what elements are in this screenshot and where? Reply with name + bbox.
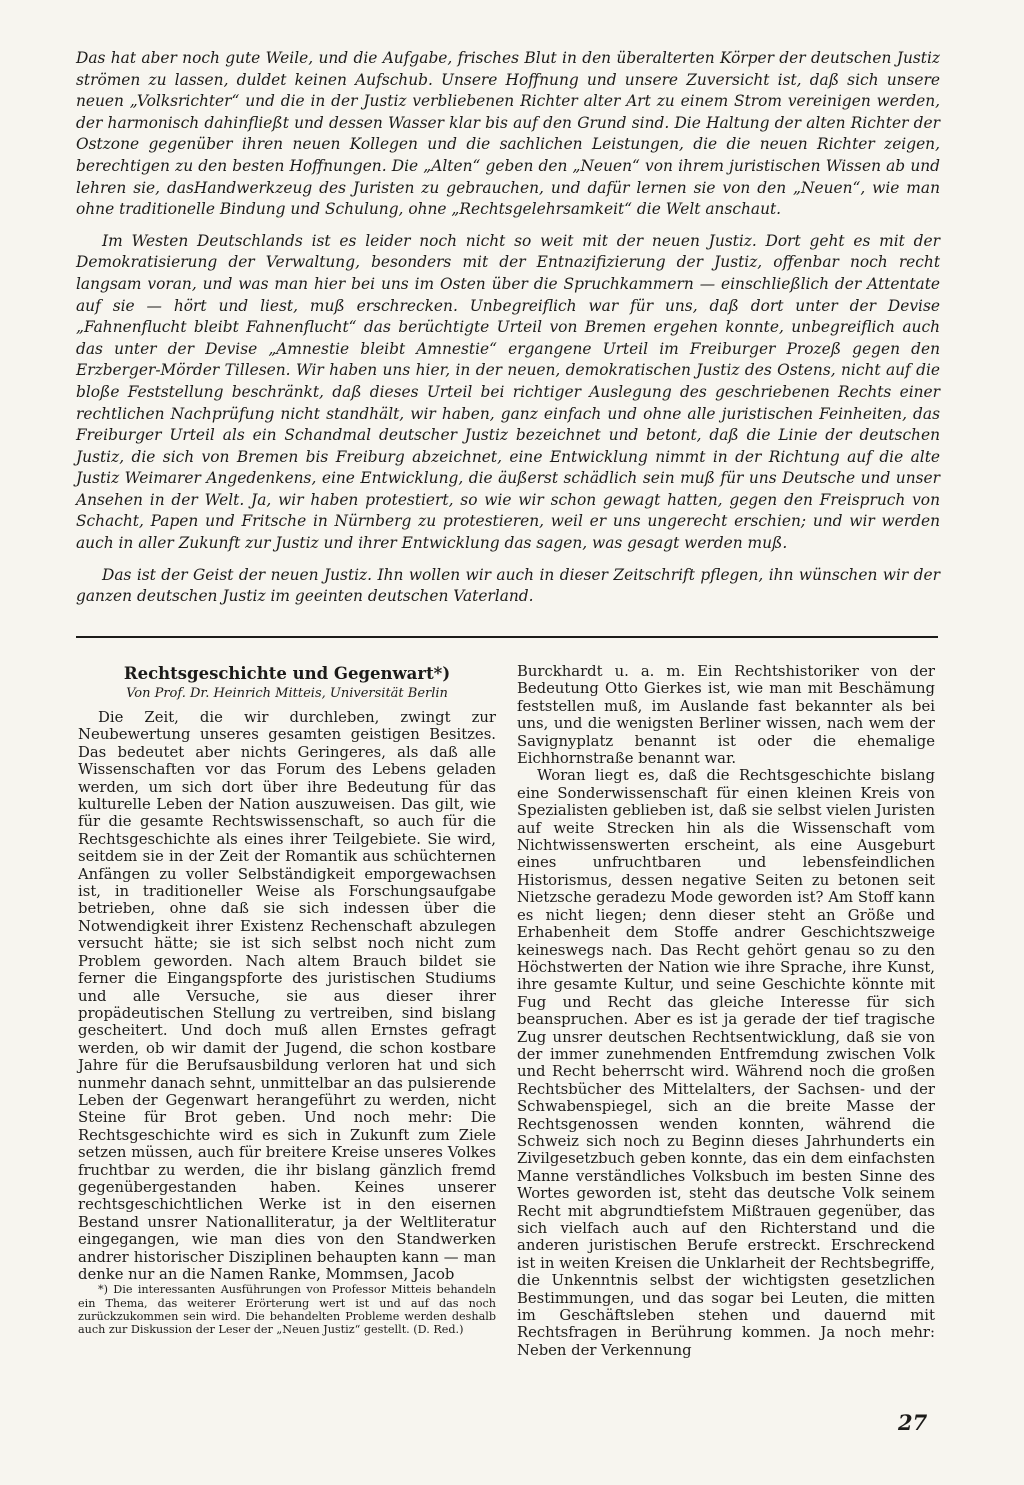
editorial-footnote: *) Die interessanten Ausführungen von Professor Mitteis behandeln ein Thema, das weiterer Erörterung wert ist und auf das noch zurückzukommen sein wird. Die behandelten Probleme werden deshalb auch zur Diskussion der Leser der „Neuen Justiz“ gestellt. (D. Red.) (78, 1283, 496, 1337)
article-left-column (78, 663, 496, 1336)
article-left-body (78, 709, 496, 1283)
article-byline: Von Prof. Dr. Heinrich Mitteis, Universität Berlin (126, 686, 448, 701)
intro-text (76, 48, 940, 618)
intro-paragraph-1: Das hat aber noch gute Weile, und die Aufgabe, frisches Blut in den überalterten Körper der deutschen Justiz strömen zu lassen, duldet keinen Aufschub. Unsere Hoffnung und unsere Zuversicht ist, daß sich unsere neuen „Volksrichter“ und die in der Justiz verbliebenen Richter alter Art zu einem Strom vereinigen werden, der harmonisch dahinfließt und dessen Wasser klar bis auf den Grund sind. Die Haltung der alten Richter der Ostzone gegenüber ihren neuen Kollegen und die sachlichen Leistungen, die die neuen Richter zeigen, berechtigen zu den besten Hoffnungen. Die „Alten“ geben den „Neuen“ von ihrem juristischen Wissen ab und lehren sie, dasHandwerkzeug des Juristen zu gebrauchen, und dafür lernen sie von den „Neuen“, wie man ohne traditionelle Bindung und Schulung, ohne „Rechtsgelehrsamkeit“ die Welt anschaut. (76, 49, 940, 219)
article-paragraph: Die Zeit, die wir durchleben, zwingt zur Neubewertung unseres gesamten geistigen Besitzes. Das bedeutet aber nichts Geringeres, als daß alle Wissenschaften vor das Forum des Lebens geladen werden, um sich dort über ihre Bedeutung für das kulturelle Leben der Nation auszuweisen. Das gilt, wie für die gesamte Rechtswissenschaft, so auch für die Rechtsgeschichte als eines ihrer Teilgebiete. Sie wird, seitdem sie in der Zeit der Romantik aus schüchternen Anfängen zu voller Selbständigkeit emporgewachsen ist, in traditioneller Weise als Forschungsaufgabe betrieben, ohne daß sie sich indessen über die Notwendigkeit ihrer Existenz Rechenschaft abzulegen versucht hätte; sie ist sich selbst noch nicht zum Problem geworden. Nach altem Brauch bildet sie ferner die Eingangspforte des juristischen Studiums und alle Versuche, sie aus dieser ihrer propädeutischen Stellung zu vertreiben, sind bislang gescheitert. Und doch muß allen Ernstes gefragt werden, ob wir damit der Jugend, die schon kostbare Jahre für die Berufsausbildung verloren hat und sich nunmehr danach sehnt, unmittelbar an das pulsierende Leben der Gegenwart herangeführt zu werden, nicht Steine für Brot geben. Und noch mehr: Die Rechtsgeschichte wird es sich in Zukunft zum Ziele setzen müssen, auch für breitere Kreise unseres Volkes fruchtbar zu werden, die ihr bislang gänzlich fremd gegenübergestanden haben. Keines unserer rechtsgeschichtlichen Werke ist in den eisernen Bestand unsrer Nationalliteratur, ja der Weltliteratur eingegangen, wie man dies von den Standwerken andrer historischer Disziplinen behaupten kann — man denke nur an die Namen Ranke, Mommsen, Jacob (78, 709, 496, 1283)
article-paragraph: Woran liegt es, daß die Rechtsgeschichte bislang eine Sonderwissenschaft für einen kleinen Kreis von Spezialisten geblieben ist, daß sie selbst vielen Juristen auf weite Strecken hin als die Wissenschaft vom Nichtwissenswerten erscheint, als eine Ausgeburt eines unfruchtbaren und lebensfeindlichen Historismus, dessen negative Seiten zu betonen seit Nietzsche geradezu Mode geworden ist? Am Stoff kann es nicht liegen; denn dieser steht an Größe und Erhabenheit dem Stoffe andrer Geschichtszweige keineswegs nach. Das Recht gehört genau so zu den Höchstwerten der Nation wie ihre Sprache, ihre Kunst, ihre gesamte Kultur, und seine Geschichte könnte mit Fug und Recht das gleiche Interesse für sich beanspruchen. Aber es ist ja gerade der tief tragische Zug unsrer deutschen Rechtsentwicklung, daß sie von der immer zunehmenden Entfremdung zwischen Volk und Recht beherrscht wird. Während noch die großen Rechtsbücher des Mittelalters, der Sachsen- und der Schwabenspiegel, sich an die breite Masse der Rechtsgenossen wenden konnten, während die Schweiz sich noch zu Beginn dieses Jahrhunderts ein Zivilgesetzbuch geben konnte, das ein dem einfachsten Manne verständliches Volksbuch im besten Sinne des Wortes geworden ist, steht das deutsche Volk seinem Recht mit abgrundtiefstem Mißtrauen gegenüber, das sich vielfach auch auf den Richterstand und die anderen juristischen Berufe erstreckt. Erschreckend ist in weiten Kreisen die Unklarheit der Rechtsbegriffe, die Unkenntnis selbst der wichtigsten gesetzlichen Bestimmungen, und das sogar bei Leuten, die mitten im Geschäftsleben stehen und dauernd mit Rechtsfragen in Berührung kommen. Ja noch mehr: Neben der Verkennung (517, 767, 935, 1359)
article-paragraph: Burckhardt u. a. m. Ein Rechtshistoriker von der Bedeutung Otto Gierkes ist, wie man mit Beschämung feststellen muß, im Auslande fast bekannter als bei uns, und die wenigsten Berliner wissen, nach wem der Savignyplatz benannt ist oder die ehemalige Eichhornstraße benannt war. (517, 663, 935, 768)
article-title: Rechtsgeschichte und Gegenwart*) (123, 664, 451, 683)
article-right-column (517, 663, 935, 1359)
page-number: 27 (898, 1410, 928, 1435)
intro-paragraph-3: Das ist der Geist der neuen Justiz. Ihn wollen wir auch in dieser Zeitschrift pflegen, ihn wünschen wir der ganzen deutschen Justiz im geeinten deutschen Vaterland. (76, 565, 940, 606)
section-divider (76, 636, 938, 638)
intro-paragraph-2: Im Westen Deutschlands ist es leider noch nicht so weit mit der neuen Justiz. Dort geht es mit der Demokratisierung der Verwaltung, besonders mit der Entnazifizierung der Justiz, offenbar noch recht langsam voran, und was man hier bei uns im Osten über die Spruchkammern — einschließlich der Attentate auf sie — hört und liest, muß erschrecken. Unbegreiflich war für uns, daß dort unter der Devise „Fahnenflucht bleibt Fahnenflucht“ das berüchtigte Urteil von Bremen ergehen konnte, unbegreiflich auch das unter der Devise „Amnestie bleibt Amnestie“ ergangene Urteil im Freiburger Prozeß gegen den Erzberger-Mörder Tillesen. Wir haben uns hier, in der neuen, demokratischen Justiz des Ostens, nicht auf die bloße Feststellung beschränkt, daß dieses Urteil bei richtiger Auslegung des geschriebenen Rechts einer rechtlichen Nachprüfung nicht standhält, wir haben, ganz einfach und ohne alle juristischen Feinheiten, das Freiburger Urteil als ein Schandmal deutscher Justiz bezeichnet und betont, daß die Linie der deutschen Justiz, die sich von Bremen bis Freiburg abzeichnet, eine Entwicklung nimmt in der Richtung auf die alte Justiz Weimarer Angedenkens, eine Entwicklung, die äußerst schädlich sein muß für uns Deutsche und unser Ansehen in der Welt. Ja, wir haben protestiert, so wie wir schon gewagt hatten, gegen den Freispruch von Schacht, Papen und Fritsche in Nürnberg zu protestieren, weil er uns ungerecht erschien; und wir werden auch in aller Zukunft zur Justiz und ihrer Entwicklung das sagen, was gesagt werden muß. (76, 231, 940, 553)
